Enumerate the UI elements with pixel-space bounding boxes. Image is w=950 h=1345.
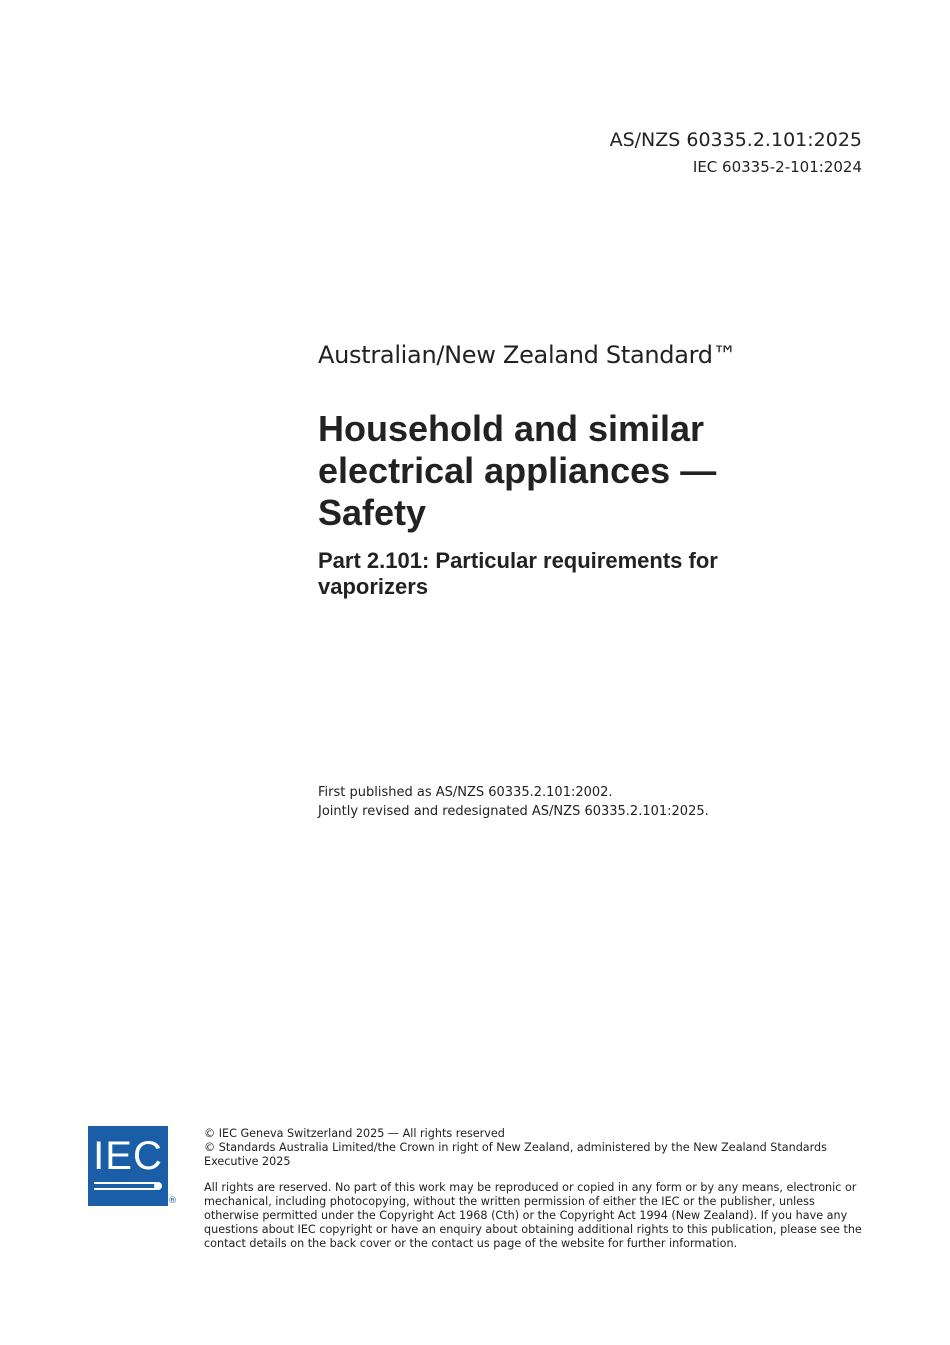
rights-notice: All rights are reserved. No part of this work may be reproduced or copied in any form or by any means, electronic or mechanical, including photocopying, without the written permission of either the IEC or the publisher, unless otherwise permitted under the Copyright Act 1968 (Cth) or the Copyright Act 1994 (New Zealand). If you have any questions about IEC copyright or have an enquiry about obtaining additional rights to this publication, please see the contact details on the back cover or the contact us page of the website for further information. (204, 1181, 862, 1250)
main-title-line: Household and similar (318, 408, 705, 449)
publication-history-line: Jointly revised and redesignated AS/NZS 60335.2.101:2025. (318, 804, 709, 819)
publication-history-line: First published as AS/NZS 60335.2.101:2002. (318, 785, 613, 800)
part-title (318, 548, 878, 600)
standard-type: Australian/New Zealand Standard™ (318, 341, 737, 369)
main-title (318, 408, 878, 534)
document-number-block (610, 128, 862, 178)
iec-logo-text: IEC (93, 1134, 163, 1178)
logo-stripe (94, 1182, 156, 1184)
main-title-line: electrical appliances — (318, 450, 717, 491)
iec-logo (88, 1126, 168, 1206)
title-block (318, 338, 878, 600)
copyright-iec: © IEC Geneva Switzerland 2025 — All rights reserved (204, 1127, 505, 1140)
logo-stripe (94, 1188, 156, 1190)
logo-dot (154, 1182, 162, 1190)
copyright-block (204, 1127, 868, 1251)
copyright-standards-australia: © Standards Australia Limited/the Crown in right of New Zealand, administered by the New Zealand Standards Executive 2025 (204, 1141, 827, 1168)
iec-number: IEC 60335-2-101:2024 (692, 158, 862, 176)
part-title-line: vaporizers (318, 574, 429, 599)
main-title-line: Safety (318, 492, 427, 533)
publication-history (318, 783, 709, 821)
registered-mark: ® (168, 1196, 177, 1206)
part-title-line: Part 2.101: Particular requirements for (318, 548, 718, 573)
standard-number: AS/NZS 60335.2.101:2025 (609, 129, 862, 151)
